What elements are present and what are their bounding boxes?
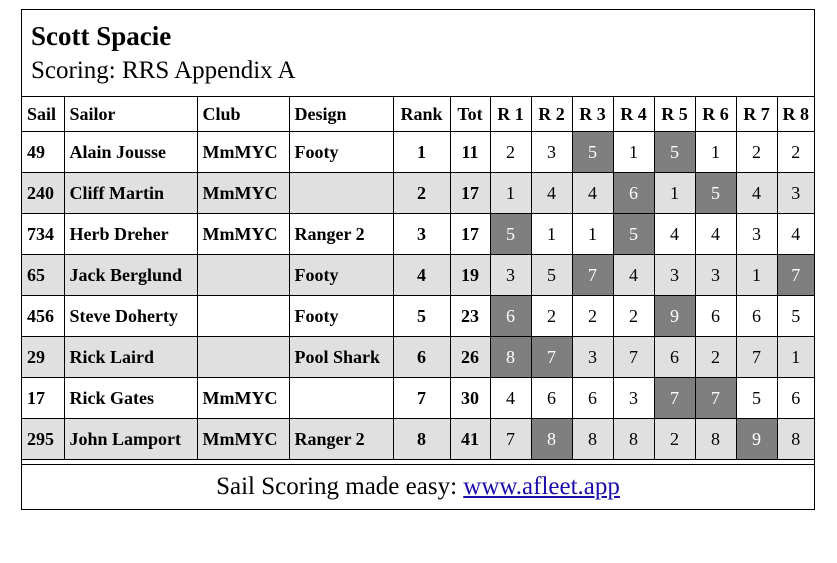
header-row (22, 97, 814, 132)
race-2-score: 4 (531, 173, 572, 214)
race-4-score: 2 (613, 296, 654, 337)
sail-cell: 456 (22, 296, 64, 337)
race-3-score: 6 (572, 378, 613, 419)
race-6-score: 8 (695, 419, 736, 460)
race-7-score: 6 (736, 296, 777, 337)
total-cell: 41 (450, 419, 490, 460)
sailor-cell: Cliff Martin (64, 173, 197, 214)
race-5-score: 1 (654, 173, 695, 214)
page-title: Scott Spacie (31, 21, 172, 51)
race-3-score: 7 (572, 255, 613, 296)
design-cell: Footy (289, 255, 393, 296)
table-row (22, 255, 814, 296)
col-header-r6: R 6 (695, 97, 736, 132)
race-3-score: 4 (572, 173, 613, 214)
sailor-cell: Rick Laird (64, 337, 197, 378)
race-2-score: 2 (531, 296, 572, 337)
race-8-score: 8 (777, 419, 814, 460)
col-header-r5: R 5 (654, 97, 695, 132)
table-row (22, 214, 814, 255)
sail-cell: 17 (22, 378, 64, 419)
sailor-cell: Alain Jousse (64, 132, 197, 173)
race-6-score: 2 (695, 337, 736, 378)
col-header-r4: R 4 (613, 97, 654, 132)
table-row (22, 378, 814, 419)
race-6-score: 1 (695, 132, 736, 173)
sailor-cell: John Lamport (64, 419, 197, 460)
results-table (22, 96, 814, 460)
sail-cell: 65 (22, 255, 64, 296)
race-7-score: 7 (736, 337, 777, 378)
club-cell (197, 296, 289, 337)
design-cell (289, 378, 393, 419)
col-header-sail: Sail (22, 97, 64, 132)
race-2-score: 7 (531, 337, 572, 378)
race-1-score: 5 (490, 214, 531, 255)
rank-cell: 4 (393, 255, 450, 296)
race-7-score: 4 (736, 173, 777, 214)
rank-cell: 8 (393, 419, 450, 460)
race-1-score: 6 (490, 296, 531, 337)
race-8-score: 3 (777, 173, 814, 214)
race-5-score: 6 (654, 337, 695, 378)
race-4-score: 7 (613, 337, 654, 378)
race-3-score: 5 (572, 132, 613, 173)
design-cell: Ranger 2 (289, 214, 393, 255)
sail-cell: 29 (22, 337, 64, 378)
afleet-link[interactable]: www.afleet.app (463, 473, 620, 500)
design-cell: Ranger 2 (289, 419, 393, 460)
club-cell (197, 337, 289, 378)
club-cell: MmMYC (197, 419, 289, 460)
col-header-r7: R 7 (736, 97, 777, 132)
race-8-score: 6 (777, 378, 814, 419)
race-1-score: 8 (490, 337, 531, 378)
rank-cell: 5 (393, 296, 450, 337)
col-header-r2: R 2 (531, 97, 572, 132)
total-cell: 11 (450, 132, 490, 173)
race-3-score: 3 (572, 337, 613, 378)
total-cell: 23 (450, 296, 490, 337)
footer-text: Sail Scoring made easy: (216, 473, 464, 500)
design-cell: Pool Shark (289, 337, 393, 378)
club-cell: MmMYC (197, 173, 289, 214)
sail-cell: 49 (22, 132, 64, 173)
total-cell: 17 (450, 173, 490, 214)
club-cell: MmMYC (197, 378, 289, 419)
rank-cell: 1 (393, 132, 450, 173)
race-7-score: 3 (736, 214, 777, 255)
race-7-score: 5 (736, 378, 777, 419)
results-body (22, 132, 814, 460)
race-5-score: 7 (654, 378, 695, 419)
race-4-score: 8 (613, 419, 654, 460)
race-5-score: 5 (654, 132, 695, 173)
race-1-score: 4 (490, 378, 531, 419)
table-row (22, 419, 814, 460)
race-4-score: 1 (613, 132, 654, 173)
race-5-score: 3 (654, 255, 695, 296)
sailor-cell: Jack Berglund (64, 255, 197, 296)
race-8-score: 1 (777, 337, 814, 378)
rank-cell: 7 (393, 378, 450, 419)
col-header-sailor: Sailor (64, 97, 197, 132)
race-7-score: 9 (736, 419, 777, 460)
col-header-rank: Rank (393, 97, 450, 132)
race-2-score: 3 (531, 132, 572, 173)
scoring-subtitle: Scoring: RRS Appendix A (31, 57, 296, 84)
race-6-score: 5 (695, 173, 736, 214)
race-2-score: 5 (531, 255, 572, 296)
col-header-r3: R 3 (572, 97, 613, 132)
race-3-score: 2 (572, 296, 613, 337)
race-1-score: 7 (490, 419, 531, 460)
total-cell: 30 (450, 378, 490, 419)
race-6-score: 7 (695, 378, 736, 419)
club-cell (197, 255, 289, 296)
club-cell: MmMYC (197, 132, 289, 173)
col-header-tot: Tot (450, 97, 490, 132)
footer (22, 464, 814, 509)
race-6-score: 4 (695, 214, 736, 255)
race-8-score: 4 (777, 214, 814, 255)
race-6-score: 3 (695, 255, 736, 296)
rank-cell: 6 (393, 337, 450, 378)
col-header-r1: R 1 (490, 97, 531, 132)
race-2-score: 8 (531, 419, 572, 460)
table-row (22, 337, 814, 378)
race-5-score: 4 (654, 214, 695, 255)
race-6-score: 6 (695, 296, 736, 337)
col-header-club: Club (197, 97, 289, 132)
total-cell: 26 (450, 337, 490, 378)
design-cell: Footy (289, 296, 393, 337)
race-5-score: 9 (654, 296, 695, 337)
race-4-score: 6 (613, 173, 654, 214)
rank-cell: 3 (393, 214, 450, 255)
sailor-cell: Rick Gates (64, 378, 197, 419)
club-cell: MmMYC (197, 214, 289, 255)
rank-cell: 2 (393, 173, 450, 214)
race-3-score: 8 (572, 419, 613, 460)
results-sheet (21, 9, 815, 510)
sail-cell: 734 (22, 214, 64, 255)
sail-cell: 295 (22, 419, 64, 460)
race-4-score: 4 (613, 255, 654, 296)
design-cell (289, 173, 393, 214)
sail-cell: 240 (22, 173, 64, 214)
sailor-cell: Herb Dreher (64, 214, 197, 255)
race-1-score: 1 (490, 173, 531, 214)
race-4-score: 5 (613, 214, 654, 255)
race-4-score: 3 (613, 378, 654, 419)
race-1-score: 2 (490, 132, 531, 173)
race-7-score: 2 (736, 132, 777, 173)
col-header-design: Design (289, 97, 393, 132)
table-row (22, 132, 814, 173)
table-row (22, 173, 814, 214)
race-2-score: 6 (531, 378, 572, 419)
design-cell: Footy (289, 132, 393, 173)
race-8-score: 7 (777, 255, 814, 296)
total-cell: 19 (450, 255, 490, 296)
race-1-score: 3 (490, 255, 531, 296)
race-5-score: 2 (654, 419, 695, 460)
sailor-cell: Steve Doherty (64, 296, 197, 337)
table-row (22, 296, 814, 337)
total-cell: 17 (450, 214, 490, 255)
race-2-score: 1 (531, 214, 572, 255)
race-8-score: 2 (777, 132, 814, 173)
race-3-score: 1 (572, 214, 613, 255)
race-8-score: 5 (777, 296, 814, 337)
col-header-r8: R 8 (777, 97, 814, 132)
race-7-score: 1 (736, 255, 777, 296)
